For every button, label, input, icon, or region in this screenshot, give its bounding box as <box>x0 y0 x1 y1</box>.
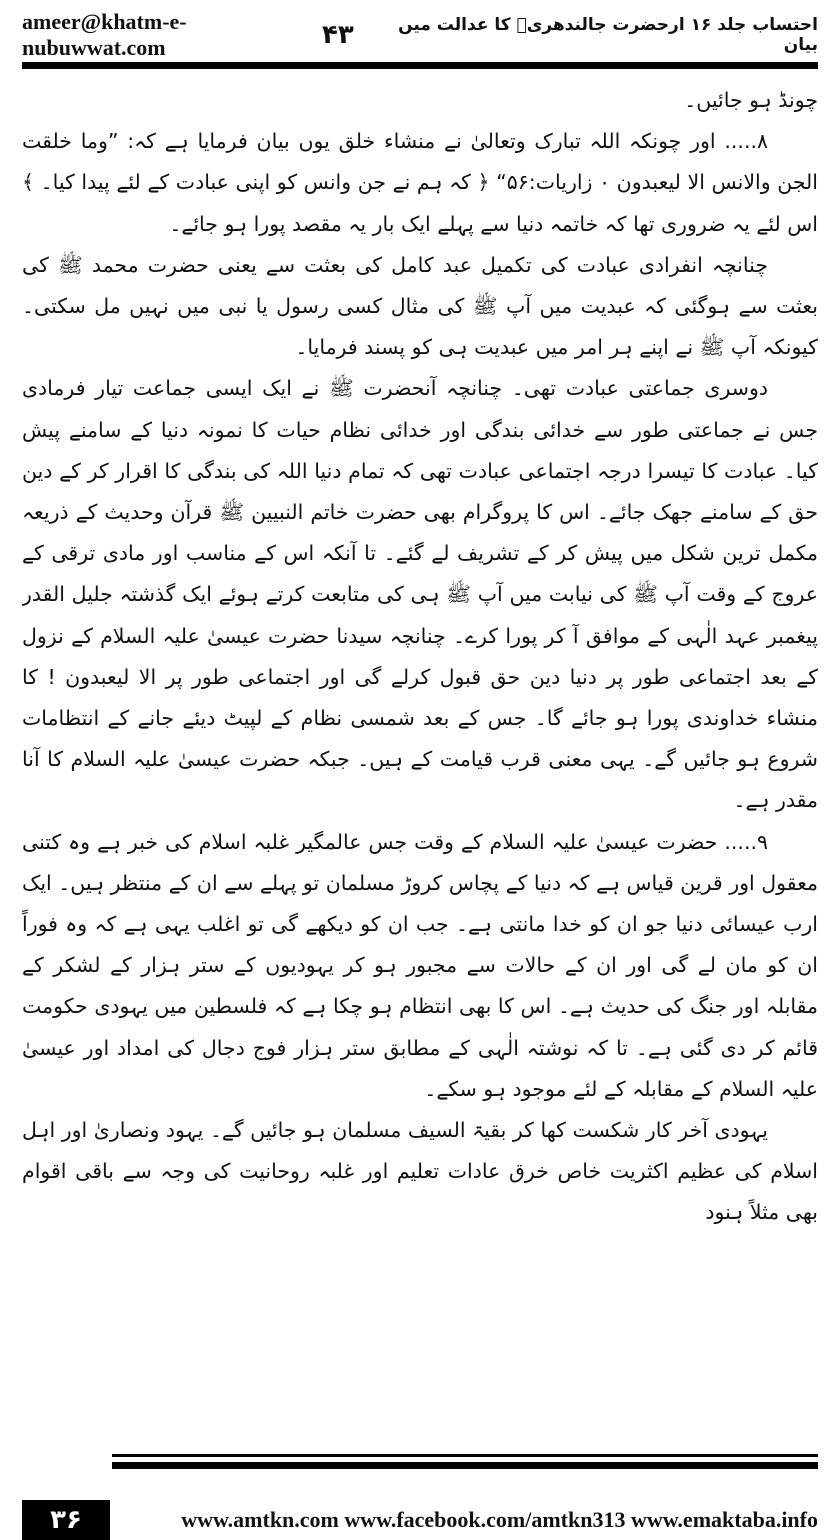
header-rule <box>22 62 818 69</box>
header-book-title: احتساب جلد ۱۶ ارحضرت جالندھریؒ کا عدالت میں بیان <box>398 15 818 55</box>
paragraph-2: ۸..... اور چونکہ اللہ تبارک وتعالیٰ نے منشاء خلق یوں بیان فرمایا ہے کہ: ”وما خلقت الجن والانس الا لیعبدون ۰ زاریات:۵۶“ ﴿ کہ ہم نے جن وانس کو اپنی عبادت کے لئے پیدا کیا۔ ﴾ اس لئے یہ ضروری تھا کہ خاتمہ دنیا سے پہلے ایک بار یہ مقصد پورا ہو جائے۔ <box>22 129 818 236</box>
header-page-number: ۴۳ <box>321 20 354 50</box>
header-title-group <box>322 15 818 55</box>
footer-rule-thin <box>112 1454 818 1457</box>
paragraph-3: چنانچہ انفرادی عبادت کی تکمیل عبد کامل کی بعثت سے یعنی حضرت محمد ﷺ کی بعثت سے ہوگئی کہ عبدیت میں آپ ﷺ کی مثال کسی رسول یا نبی میں نہیں مل سکتی۔ کیونکہ آپ ﷺ نے اپنے ہر امر میں عبدیت ہی کو پسند فرمایا۔ <box>22 252 818 360</box>
paragraph-6: یہودی آخر کار شکست کھا کر بقیۃ السیف مسلمان ہو جائیں گے۔ یہود ونصاریٰ اور اہل اسلام کی عظیم اکثریت خاص خرق عادات تعلیم اور غلبہ روحانیت کی وجہ سے باقی اقوام بھی مثلاً ہنود <box>22 1118 818 1225</box>
paragraph-5: ۹..... حضرت عیسیٰ علیہ السلام کے وقت جس عالمگیر غلبہ اسلام کی خبر ہے وہ کتنی معقول اور قرین قیاس ہے کہ دنیا کے پچاس کروڑ مسلمان تو پہلے سے ان کے منتظر ہیں۔ ایک ارب عیسائی دنیا جو ان کو خدا مانتی ہے۔ جب ان کو دیکھے گی تو اغلب یہی ہے کہ وہ فوراً ان کو مان لے گی اور ان کے حالات سے مجبور ہو کر یہودیوں کے ستر ہزار کے لشکر کے مقابلہ اور جنگ کی حدیث ہے۔ اس کا بھی انتظام ہو چکا ہے کہ فلسطین میں یہودی حکومت قائم کر دی گئی ہے۔ تا کہ نوشتہ الٰہی کے مطابق ستر ہزار فوج دجال کی امداد اور عیسیٰ علیہ السلام کے مقابلہ کے لئے موجود ہو سکے۔ <box>22 829 818 1101</box>
footer-rule-thick <box>112 1462 818 1469</box>
footer-page-number: ۳۶ <box>22 1500 110 1540</box>
paragraph-4: دوسری جماعتی عبادت تھی۔ چنانچہ آنحضرت ﷺ نے ایک ایسی جماعت تیار فرمادی جس نے جماعتی طور سے خدائی بندگی اور خدائی نظام حیات کا نمونہ دنیا کے سامنے پیش کیا۔ عبادت کا تیسرا درجہ اجتماعی عبادت تھی کہ تمام دنیا اللہ کی بندگی کا اقرار کر کے دین حق کے سامنے جھک جائے۔ اس کا پروگرام بھی حضرت خاتم النبیین ﷺ قرآن وحدیث کے ذریعہ مکمل ترین شکل میں پیش کر کے تشریف لے گئے۔ تا آنکہ اس کے مناسب اور مادی ترقی کے عروج کے وقت آپ ﷺ کی نیابت میں آپ ﷺ ہی کی متابعت کرتے ہوئے ایک گذشتہ جلیل القدر پیغمبر عہد الٰہی کے موافق آ کر پورا کرے۔ چنانچہ سیدنا حضرت عیسیٰ علیہ السلام کے نزول کے بعد اجتماعی طور پر دنیا دین حق قبول کرلے گی اور اجتماعی طور پر الا لیعبدون ! کا منشاء خداوندی پورا ہو جائے گا۔ جس کے بعد شمسی نظام کے لپیٹ دیئے جانے کے انتظامات شروع ہو جائیں گے۔ یہی معنی قرب قیامت کے ہیں۔ جبکہ حضرت عیسیٰ علیہ السلام کا آنا مقدر ہے۔ <box>22 376 818 813</box>
body-text <box>22 80 818 1420</box>
header-email: ameer@khatm-e-nubuwwat.com <box>22 9 187 60</box>
page-header <box>22 9 818 60</box>
paragraph-1: چونڈ ہو جائیں۔ <box>684 88 818 112</box>
footer-links: www.amtkn.com www.facebook.com/amtkn313 www.emaktaba.info <box>181 1507 818 1532</box>
